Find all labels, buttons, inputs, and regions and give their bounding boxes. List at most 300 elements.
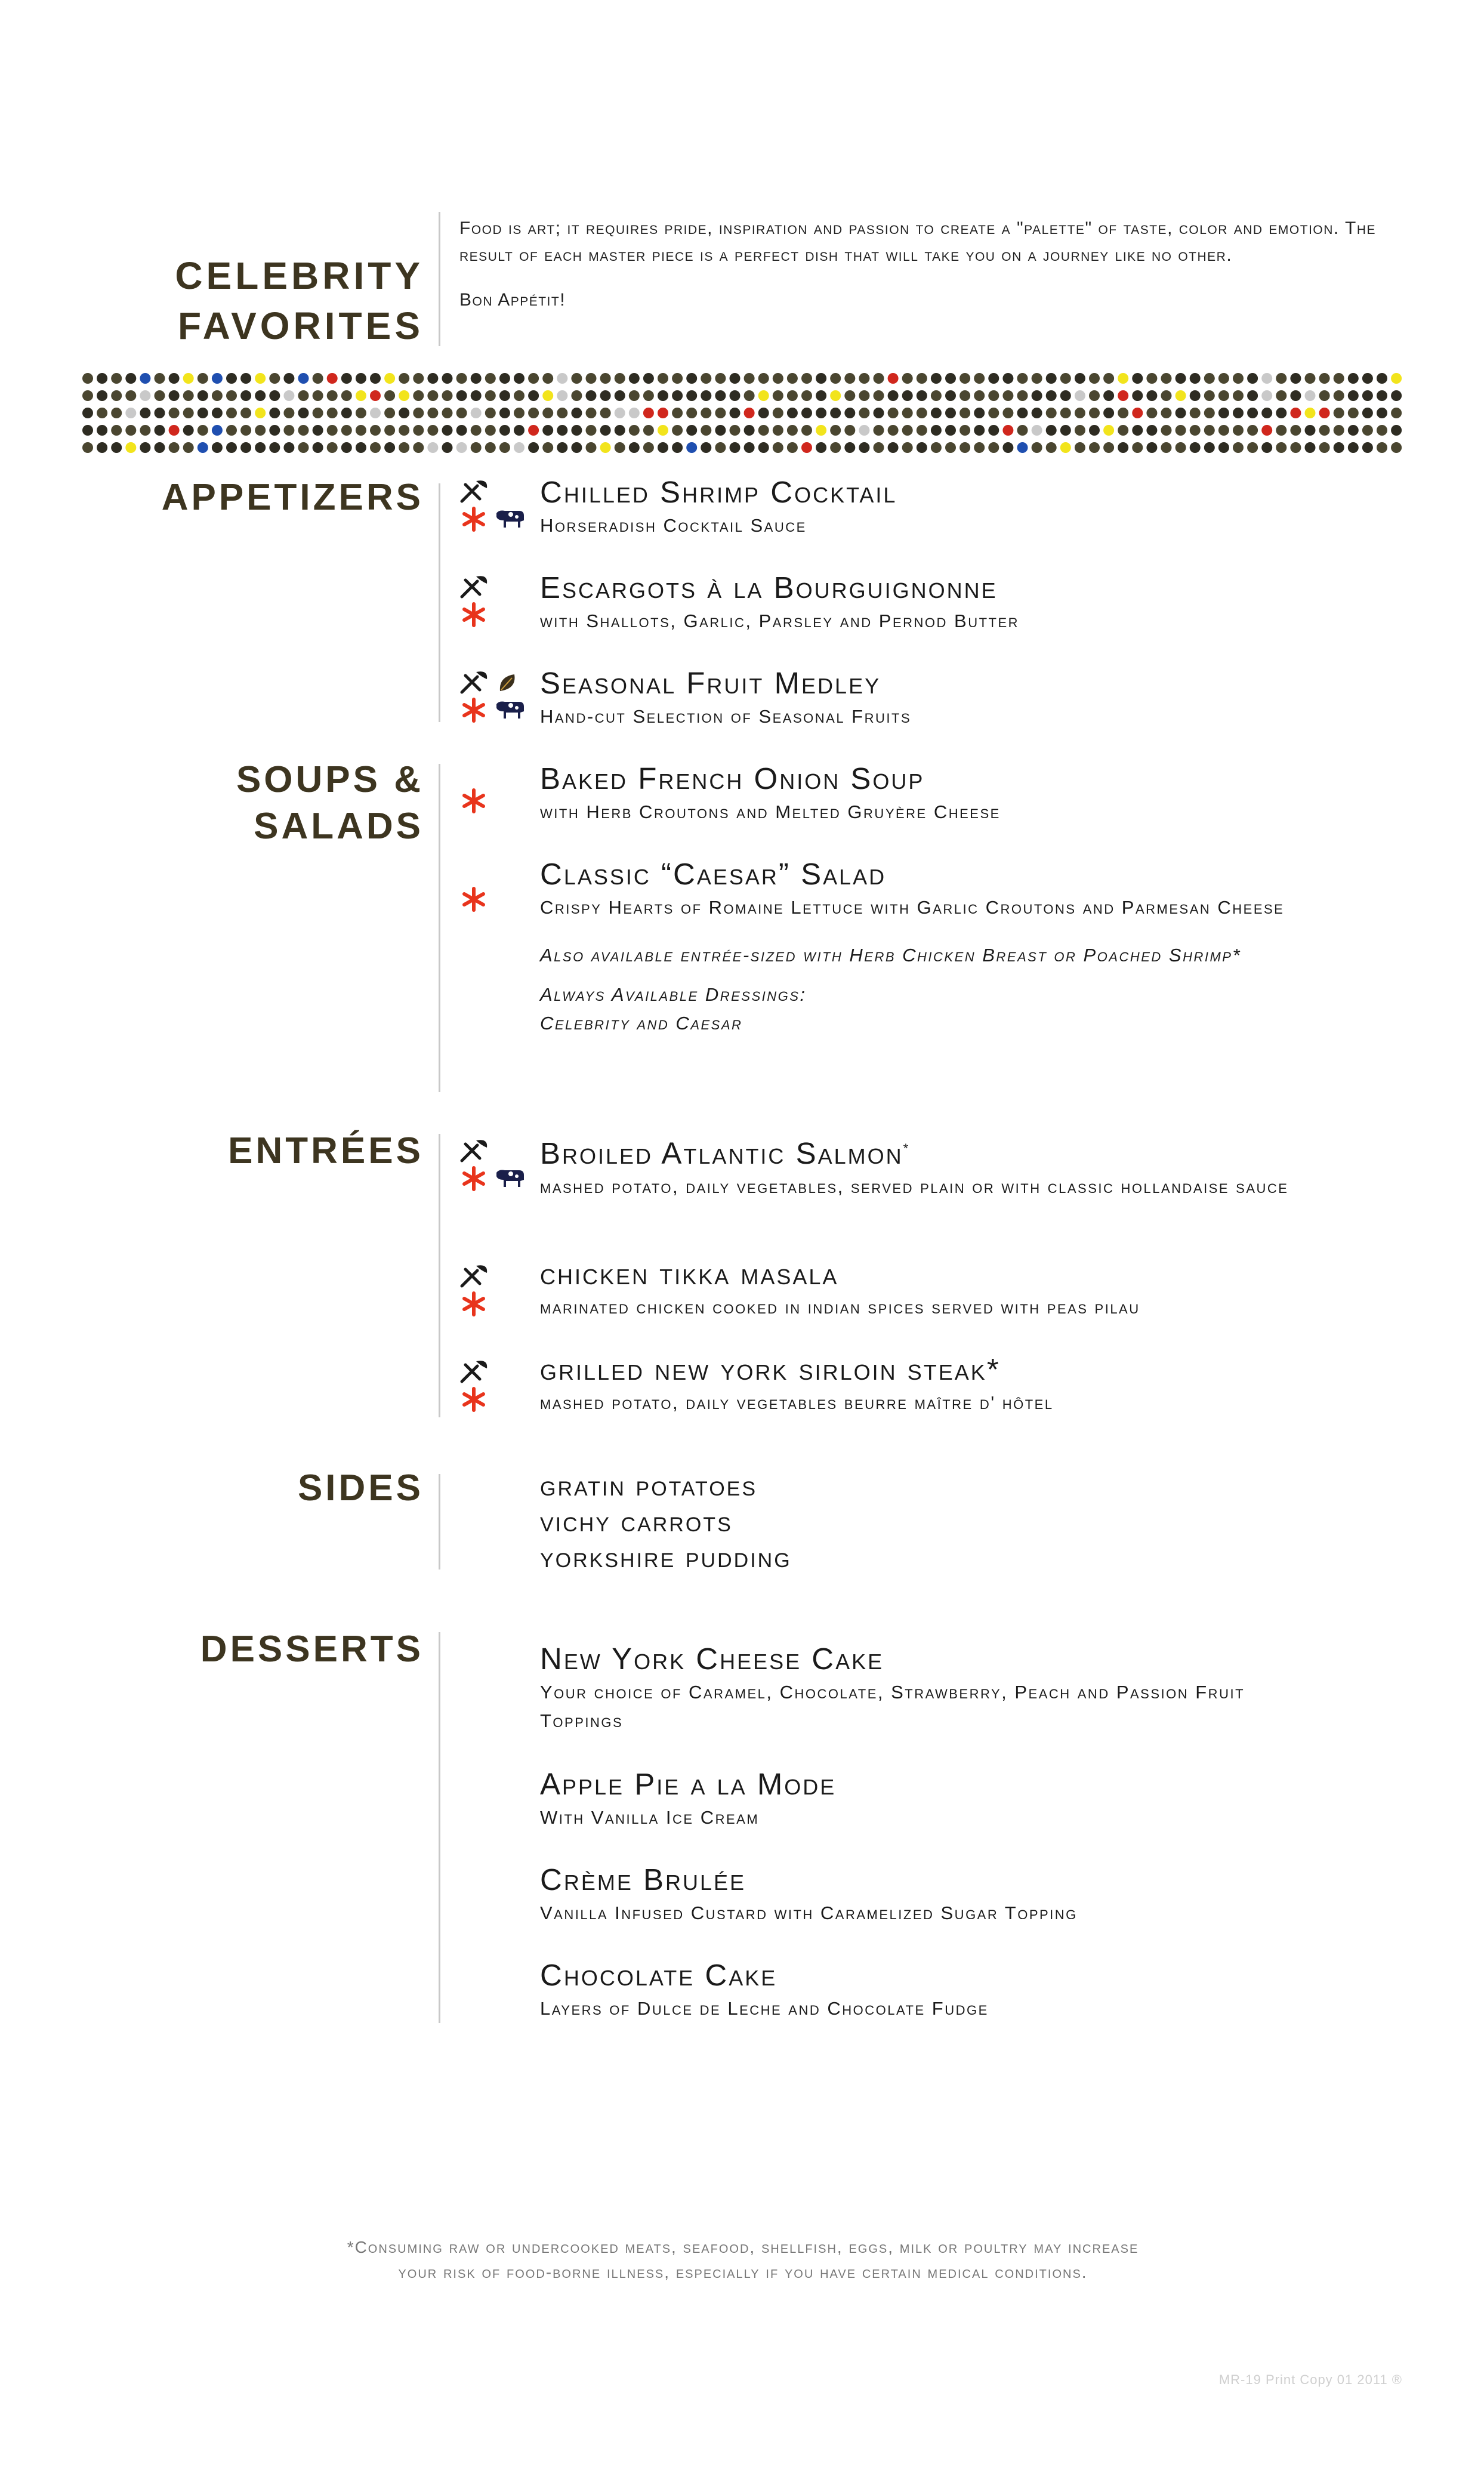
palette-dot <box>643 442 654 453</box>
palette-dot <box>1190 425 1201 436</box>
palette-dot <box>341 442 352 453</box>
footnote-line1: *Consuming raw or undercooked meats, seafood, shellfish, eggs, milk or poultry may increase <box>347 2238 1139 2256</box>
section-title-sides <box>90 1465 424 1512</box>
palette-dot <box>413 442 424 453</box>
sides-divider <box>439 1474 440 1569</box>
palette-dot <box>140 425 150 436</box>
palette-dot <box>902 390 913 401</box>
palette-dot <box>341 373 352 384</box>
spa-star-icon <box>461 1386 487 1413</box>
palette-dot <box>859 442 869 453</box>
palette-dot <box>1060 442 1071 453</box>
palette-dot <box>183 408 194 418</box>
palette-dot <box>1017 425 1028 436</box>
palette-dot <box>1132 373 1143 384</box>
side-item-2: vichy carrots <box>540 1506 733 1538</box>
palette-dot <box>787 408 798 418</box>
palette-dot <box>413 373 424 384</box>
palette-dot <box>959 390 970 401</box>
palette-dot <box>557 408 567 418</box>
palette-dot <box>931 442 942 453</box>
palette-dot <box>1132 390 1143 401</box>
palette-dot <box>1233 373 1244 384</box>
palette-dot <box>456 442 467 453</box>
palette-dot <box>758 390 769 401</box>
palette-dot <box>1089 390 1100 401</box>
palette-dot <box>1218 408 1229 418</box>
palette-dot <box>715 442 726 453</box>
palette-dot <box>255 373 266 384</box>
palette-dot <box>1305 442 1316 453</box>
palette-dot <box>1032 425 1042 436</box>
palette-dot <box>356 373 366 384</box>
palette-dot <box>298 442 309 453</box>
desserts-divider <box>439 1632 440 2023</box>
palette-dot <box>888 442 899 453</box>
salad-1-icons <box>459 886 531 952</box>
palette-dot <box>356 442 366 453</box>
palette-dot <box>701 390 711 401</box>
palette-dot <box>1118 390 1128 401</box>
dessert-1-desc: Your choice of Caramel, Chocolate, Strawberry, Peach and Passion Fruit Toppings <box>540 1682 1245 1731</box>
palette-dot <box>1233 425 1244 436</box>
palette-dot <box>1362 373 1373 384</box>
palette-dot <box>169 373 180 384</box>
palette-dot <box>456 373 467 384</box>
intro-divider <box>439 212 440 346</box>
palette-dot <box>499 425 510 436</box>
palette-dot <box>226 390 237 401</box>
palette-dot <box>485 408 496 418</box>
palette-dot <box>859 408 869 418</box>
footnote <box>119 2235 1366 2285</box>
palette-dot <box>427 408 438 418</box>
palette-dot <box>773 442 783 453</box>
palette-dot <box>701 408 711 418</box>
palette-dot <box>787 373 798 384</box>
palette-dot <box>600 390 611 401</box>
palette-dot <box>1261 373 1272 384</box>
palette-dot <box>615 390 625 401</box>
dressings-note-list: Celebrity and Caesar <box>540 1013 743 1034</box>
palette-dot <box>1032 442 1042 453</box>
palette-dot <box>169 442 180 453</box>
salad-1-name: Classic “Caesar” Salad <box>540 857 887 891</box>
palette-dot <box>442 373 453 384</box>
palette-dot <box>629 425 640 436</box>
palette-dot <box>945 373 956 384</box>
palette-dot <box>686 390 697 401</box>
palette-dot <box>643 408 654 418</box>
palette-dot <box>959 373 970 384</box>
palette-dot <box>571 442 582 453</box>
palette-dot <box>313 425 323 436</box>
soups-divider <box>439 764 440 1092</box>
palette-dot <box>1146 408 1157 418</box>
palette-dot <box>629 442 640 453</box>
palette-dot <box>1190 442 1201 453</box>
palette-dot <box>1089 442 1100 453</box>
palette-dot <box>240 442 251 453</box>
palette-dot <box>902 373 913 384</box>
dessert-4-name: Chocolate Cake <box>540 1958 778 1992</box>
palette-dot <box>844 390 855 401</box>
palette-dot <box>629 373 640 384</box>
entree-3-name: grilled new york sirloin steak* <box>540 1352 1001 1386</box>
palette-dot <box>816 425 826 436</box>
palette-dot <box>902 442 913 453</box>
palette-dot <box>212 408 223 418</box>
salad-item-1 <box>540 856 1423 1038</box>
palette-dot <box>686 425 697 436</box>
palette-dot <box>571 408 582 418</box>
palette-dot <box>1075 390 1085 401</box>
palette-dot <box>730 408 741 418</box>
palette-dot <box>82 373 93 384</box>
dessert-4-desc: Layers of Dulce de Leche and Chocolate Fudge <box>540 1998 989 2019</box>
palette-dot <box>1334 390 1344 401</box>
palette-dot <box>1146 390 1157 401</box>
section-title-desserts <box>90 1626 424 1673</box>
palette-dot <box>327 425 338 436</box>
vegetarian-leaf-icon <box>495 671 519 695</box>
palette-dot <box>600 373 611 384</box>
palette-dot <box>140 390 150 401</box>
soups-title-line2: SALADS <box>254 806 424 847</box>
dessert-item-4 <box>540 1957 1423 2023</box>
palette-dot <box>485 442 496 453</box>
palette-dot <box>1377 442 1387 453</box>
palette-dot <box>830 390 841 401</box>
palette-dot <box>155 425 165 436</box>
palette-dot <box>341 425 352 436</box>
palette-dot <box>974 442 985 453</box>
palette-dot <box>471 390 482 401</box>
palette-dot <box>600 442 611 453</box>
footnote-line2: your risk of food-borne illness, especially if you have certain medical conditions. <box>398 2263 1088 2281</box>
palette-dot <box>888 390 899 401</box>
palette-dot <box>1176 373 1186 384</box>
palette-dot <box>542 408 553 418</box>
palette-dot <box>155 442 165 453</box>
palette-dot <box>370 442 381 453</box>
palette-dot <box>384 390 395 401</box>
palette-dot <box>183 442 194 453</box>
palette-dot <box>1261 425 1272 436</box>
palette-dot <box>1132 442 1143 453</box>
soups-title-line1: SOUPS & <box>236 759 424 800</box>
palette-dot <box>111 442 122 453</box>
palette-dot <box>82 390 93 401</box>
palette-dot <box>1305 425 1316 436</box>
palette-dot <box>1233 408 1244 418</box>
palette-dot <box>1190 390 1201 401</box>
palette-dot <box>1348 442 1359 453</box>
palette-dot <box>945 425 956 436</box>
palette-dot <box>1032 373 1042 384</box>
palette-dot <box>528 390 539 401</box>
palette-dot <box>313 442 323 453</box>
dessert-3-name: Crème Brulée <box>540 1863 746 1897</box>
spa-star-icon <box>461 788 487 814</box>
palette-dot <box>111 425 122 436</box>
palette-dot <box>514 373 525 384</box>
palette-dot <box>816 408 826 418</box>
palette-dot <box>931 390 942 401</box>
palette-dot <box>1247 408 1258 418</box>
palette-dot <box>471 408 482 418</box>
palette-dot <box>1204 408 1215 418</box>
entree-1-icons <box>459 1137 531 1202</box>
palette-dot <box>830 442 841 453</box>
palette-dot <box>283 390 294 401</box>
palette-dot <box>183 390 194 401</box>
palette-dot <box>283 373 294 384</box>
palette-dot <box>283 442 294 453</box>
palette-dot <box>715 373 726 384</box>
palette-dot <box>1276 442 1286 453</box>
palette-dot <box>198 408 208 418</box>
palette-dot <box>1204 425 1215 436</box>
dessert-2-desc: With Vanilla Ice Cream <box>540 1807 760 1828</box>
palette-dot <box>945 408 956 418</box>
palette-dot <box>384 408 395 418</box>
soup-1-desc: with Herb Croutons and Melted Gruyère Cheese <box>540 801 1001 822</box>
palette-dot <box>140 373 150 384</box>
spa-star-icon <box>461 1291 487 1317</box>
palette-dot <box>1089 425 1100 436</box>
palette-dot <box>1247 390 1258 401</box>
palette-dot <box>715 425 726 436</box>
entrees-divider <box>439 1134 440 1417</box>
palette-dot <box>1218 390 1229 401</box>
palette-dot <box>97 373 107 384</box>
palette-dot <box>82 442 93 453</box>
palette-dot <box>1362 390 1373 401</box>
palette-dot <box>1176 425 1186 436</box>
appetizer-3-desc: Hand-cut Selection of Seasonal Fruits <box>540 706 912 727</box>
palette-dot <box>1319 373 1330 384</box>
palette-dot <box>427 373 438 384</box>
palette-dot <box>212 425 223 436</box>
palette-dot <box>1391 390 1402 401</box>
palette-dot <box>773 425 783 436</box>
palette-dot <box>787 390 798 401</box>
palette-dot <box>1261 390 1272 401</box>
palette-dot <box>528 442 539 453</box>
palette-dot <box>888 373 899 384</box>
palette-dot <box>471 425 482 436</box>
appetizer-item-1 <box>540 474 1423 540</box>
palette-dot <box>1075 442 1085 453</box>
palette-dot <box>1348 390 1359 401</box>
palette-dot <box>399 442 409 453</box>
palette-dot <box>1046 408 1057 418</box>
palette-dot <box>1233 390 1244 401</box>
palette-dot <box>1118 408 1128 418</box>
palette-dot <box>427 442 438 453</box>
palette-dot <box>1190 408 1201 418</box>
palette-dot <box>1377 390 1387 401</box>
palette-dot <box>902 425 913 436</box>
palette-dot <box>327 442 338 453</box>
palette-dot <box>801 373 812 384</box>
palette-dot <box>1075 408 1085 418</box>
palette-dot <box>917 390 927 401</box>
palette-dot <box>1377 425 1387 436</box>
sides-list <box>540 1468 1423 1575</box>
palette-dot <box>758 425 769 436</box>
palette-dot <box>801 408 812 418</box>
palette-dot <box>801 390 812 401</box>
palette-dot <box>988 390 999 401</box>
palette-dot <box>313 390 323 401</box>
appetizer-item-2 <box>540 570 1423 636</box>
palette-dot <box>1032 408 1042 418</box>
palette-dot <box>97 425 107 436</box>
palette-dot <box>269 442 280 453</box>
palette-dot <box>140 442 150 453</box>
entree-item-2 <box>540 1256 1423 1322</box>
palette-dot <box>600 425 611 436</box>
entree-item-3 <box>540 1352 1423 1417</box>
palette-dot <box>1075 425 1085 436</box>
palette-dot <box>686 408 697 418</box>
palette-dot <box>1118 442 1128 453</box>
palette-dot <box>959 442 970 453</box>
dairy-cow-icon <box>493 697 526 721</box>
soup-1-icons <box>459 788 531 853</box>
palette-dot <box>758 373 769 384</box>
palette-dot <box>1334 373 1344 384</box>
palette-dot <box>442 425 453 436</box>
palette-dot <box>413 425 424 436</box>
intro-sign-off: Bon Appétit! <box>459 290 566 310</box>
dessert-item-1 <box>540 1641 1423 1735</box>
palette-dot <box>111 408 122 418</box>
palette-dot <box>341 408 352 418</box>
palette-dot <box>125 408 136 418</box>
palette-dot <box>1319 390 1330 401</box>
palette-dot <box>1017 390 1028 401</box>
palette-dot <box>1176 442 1186 453</box>
palette-dot <box>874 373 884 384</box>
palette-dot <box>1002 373 1013 384</box>
palette-dot <box>830 373 841 384</box>
palette-dot <box>1290 390 1301 401</box>
palette-dot <box>413 390 424 401</box>
palette-dot <box>212 442 223 453</box>
palette-dot <box>1261 442 1272 453</box>
sides-title: SIDES <box>297 1467 424 1509</box>
palette-dot <box>1334 408 1344 418</box>
palette-dot <box>169 390 180 401</box>
palette-dot <box>557 425 567 436</box>
palette-dot <box>844 408 855 418</box>
palette-dot <box>1276 390 1286 401</box>
palette-dot <box>1060 390 1071 401</box>
fork-knife-icon <box>459 477 490 505</box>
palette-dot <box>255 390 266 401</box>
palette-dot <box>571 425 582 436</box>
palette-dot <box>701 425 711 436</box>
palette-dot <box>1305 408 1316 418</box>
palette-dot <box>1002 390 1013 401</box>
palette-dot <box>1305 373 1316 384</box>
entree-1-raw-mark: * <box>903 1141 911 1156</box>
palette-dot <box>658 373 668 384</box>
palette-dot <box>283 408 294 418</box>
palette-dot <box>1017 373 1028 384</box>
palette-dot <box>643 373 654 384</box>
palette-dot <box>1089 408 1100 418</box>
palette-dot <box>571 373 582 384</box>
palette-dot <box>240 390 251 401</box>
palette-dot <box>801 425 812 436</box>
palette-dot <box>240 373 251 384</box>
palette-dot <box>399 373 409 384</box>
intro-title <box>107 251 424 351</box>
fork-knife-icon <box>459 573 490 600</box>
palette-dot <box>974 408 985 418</box>
palette-dot <box>240 408 251 418</box>
intro-title-line1: CELEBRITY <box>175 254 424 297</box>
palette-dot <box>643 425 654 436</box>
spa-star-icon <box>461 1165 487 1192</box>
palette-dot <box>198 425 208 436</box>
palette-dot <box>1132 408 1143 418</box>
palette-dots-band <box>81 370 1402 457</box>
palette-dot <box>542 390 553 401</box>
palette-dot <box>816 373 826 384</box>
intro-paragraph: Food is art; it requires pride, inspiration and passion to create a "palette" of taste, color and emotion. The result of each master piece is a perfect dish that will take you on a journey like no other. <box>459 218 1377 265</box>
palette-dot <box>1103 425 1114 436</box>
palette-dot <box>542 373 553 384</box>
entree-1-desc: mashed potato, daily vegetables, served plain or with classic hollandaise sauce <box>540 1176 1289 1197</box>
palette-dot <box>499 442 510 453</box>
palette-dot <box>82 408 93 418</box>
palette-dot <box>399 425 409 436</box>
palette-dot <box>111 390 122 401</box>
palette-dot <box>844 373 855 384</box>
palette-dot <box>1218 442 1229 453</box>
palette-dot <box>514 408 525 418</box>
palette-dot <box>917 408 927 418</box>
palette-dot <box>557 373 567 384</box>
palette-dot <box>615 442 625 453</box>
palette-dot <box>658 442 668 453</box>
palette-dot <box>298 390 309 401</box>
palette-dot <box>1017 408 1028 418</box>
print-code: MR-19 Print Copy 01 2011 ® <box>1218 2372 1402 2387</box>
palette-dot <box>226 408 237 418</box>
appetizer-3-icons <box>459 668 531 734</box>
palette-dot <box>97 442 107 453</box>
palette-dot <box>198 390 208 401</box>
palette-dot <box>658 390 668 401</box>
palette-dot <box>384 373 395 384</box>
appetizer-2-desc: with Shallots, Garlic, Parsley and Pernod Butter <box>540 610 1020 631</box>
entree-1-name <box>540 1131 1423 1171</box>
palette-dot <box>1319 425 1330 436</box>
palette-dot <box>1362 408 1373 418</box>
palette-dot <box>1290 373 1301 384</box>
palette-dot <box>269 408 280 418</box>
palette-dot <box>874 390 884 401</box>
palette-dot <box>701 373 711 384</box>
palette-dot <box>974 373 985 384</box>
palette-dot <box>82 425 93 436</box>
